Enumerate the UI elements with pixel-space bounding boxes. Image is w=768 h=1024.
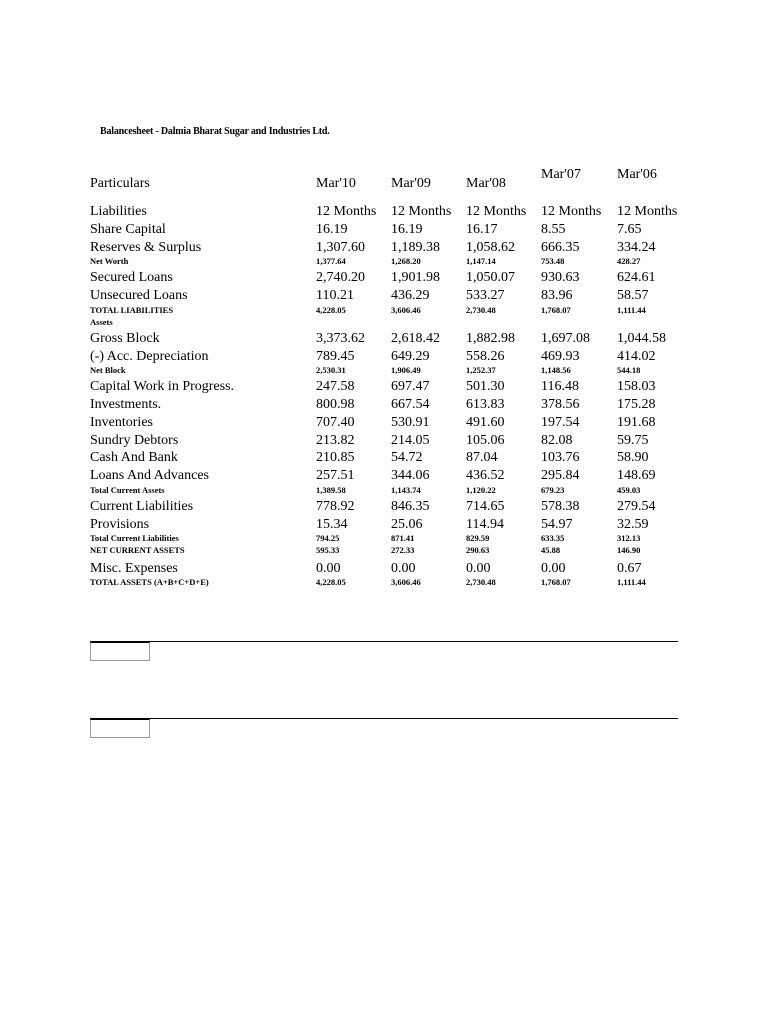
row-value: 428.27 (617, 256, 641, 266)
row-value: 1,768.07 (541, 577, 571, 587)
row-value: 4,228.05 (316, 577, 346, 587)
row-value: 533.27 (466, 288, 505, 303)
row-value: 789.45 (316, 349, 355, 364)
row-value: 666.35 (541, 240, 580, 255)
row-value: 59.75 (617, 433, 649, 448)
row-value: 295.84 (541, 468, 580, 483)
row-value: 7.65 (617, 222, 642, 237)
header-year: Mar'06 (617, 167, 657, 182)
row-value: 1,389.58 (316, 485, 346, 495)
row-value: 753.48 (541, 256, 565, 266)
row-value: 1,307.60 (316, 240, 365, 255)
row-value: 12 Months (541, 204, 602, 219)
row-value: 1,058.62 (466, 240, 515, 255)
row-value: 3,606.46 (391, 305, 421, 315)
row-value: 32.59 (617, 517, 649, 532)
row-value: 1,268.20 (391, 256, 421, 266)
header-year: Mar'08 (466, 176, 506, 191)
row-value: 1,901.98 (391, 270, 440, 285)
row-value: 1,148.56 (541, 365, 571, 375)
row-value: 436.52 (466, 468, 505, 483)
table-row (90, 415, 730, 433)
row-value: 175.28 (617, 397, 656, 412)
row-value: 667.54 (391, 397, 430, 412)
row-label: Unsecured Loans (90, 288, 188, 303)
table-row (90, 468, 730, 486)
row-value: 578.38 (541, 499, 580, 514)
row-value: 312.13 (617, 533, 641, 543)
row-value: 3,606.46 (391, 577, 421, 587)
row-value: 436.29 (391, 288, 430, 303)
row-value: 8.55 (541, 222, 566, 237)
row-value: 58.90 (617, 450, 649, 465)
row-value: 87.04 (466, 450, 498, 465)
row-value: 158.03 (617, 379, 656, 394)
row-value: 829.59 (466, 533, 490, 543)
row-label: Net Worth (90, 256, 129, 266)
row-label: Secured Loans (90, 270, 173, 285)
row-value: 12 Months (617, 204, 678, 219)
row-value: 16.19 (316, 222, 348, 237)
row-value: 344.06 (391, 468, 430, 483)
header-year: Mar'07 (541, 167, 581, 182)
row-value: 2,530.31 (316, 365, 346, 375)
row-value: 54.72 (391, 450, 423, 465)
table-row (90, 577, 730, 595)
row-value: 279.54 (617, 499, 656, 514)
row-value: 459.03 (617, 485, 641, 495)
row-label: Sundry Debtors (90, 433, 179, 448)
blank-box (90, 642, 150, 661)
row-value: 1,252.37 (466, 365, 496, 375)
row-value: 116.48 (541, 379, 579, 394)
row-label: Cash And Bank (90, 450, 178, 465)
row-value: 1,882.98 (466, 331, 515, 346)
row-value: 146.90 (617, 545, 641, 555)
row-value: 624.61 (617, 270, 656, 285)
row-value: 1,143.74 (391, 485, 421, 495)
row-value: 613.83 (466, 397, 505, 412)
row-value: 25.06 (391, 517, 423, 532)
row-label: Liabilities (90, 204, 147, 219)
row-value: 2,618.42 (391, 331, 440, 346)
table-row (90, 288, 730, 306)
row-value: 1,044.58 (617, 331, 666, 346)
row-value: 1,189.38 (391, 240, 440, 255)
table-row (90, 270, 730, 288)
row-value: 272.33 (391, 545, 415, 555)
row-value: 2,740.20 (316, 270, 365, 285)
row-label: (-) Acc. Depreciation (90, 349, 209, 364)
row-value: 334.24 (617, 240, 656, 255)
horizontal-rule (90, 641, 678, 642)
row-label: Assets (90, 317, 113, 327)
row-value: 1,377.64 (316, 256, 346, 266)
row-value: 0.00 (541, 561, 566, 576)
row-label: Capital Work in Progress. (90, 379, 235, 394)
row-value: 1,111.44 (617, 577, 646, 587)
row-value: 1,906.49 (391, 365, 421, 375)
row-value: 1,697.08 (541, 331, 590, 346)
row-value: 290.63 (466, 545, 490, 555)
row-value: 82.08 (541, 433, 573, 448)
table-row (90, 222, 730, 240)
row-value: 707.40 (316, 415, 355, 430)
table-row (90, 379, 730, 397)
row-value: 778.92 (316, 499, 355, 514)
row-label: Total Current Assets (90, 485, 165, 495)
table-row (90, 433, 730, 451)
row-value: 0.00 (316, 561, 341, 576)
row-label: Net Block (90, 365, 126, 375)
row-value: 213.82 (316, 433, 355, 448)
row-label: Reserves & Surplus (90, 240, 202, 255)
table-row (90, 450, 730, 468)
table-row (90, 499, 730, 517)
row-value: 12 Months (391, 204, 452, 219)
table-header-row (90, 167, 730, 194)
row-value: 210.85 (316, 450, 355, 465)
row-value: 148.69 (617, 468, 656, 483)
row-value: 469.93 (541, 349, 580, 364)
row-value: 871.41 (391, 533, 415, 543)
row-value: 544.18 (617, 365, 641, 375)
row-value: 714.65 (466, 499, 505, 514)
row-value: 800.98 (316, 397, 355, 412)
row-value: 697.47 (391, 379, 430, 394)
row-value: 214.05 (391, 433, 430, 448)
row-value: 4,228.05 (316, 305, 346, 315)
header-particulars: Particulars (90, 176, 150, 191)
row-value: 1,120.22 (466, 485, 496, 495)
header-year: Mar'10 (316, 176, 356, 191)
row-value: 16.19 (391, 222, 423, 237)
row-value: 247.58 (316, 379, 355, 394)
row-value: 191.68 (617, 415, 656, 430)
row-value: 15.34 (316, 517, 348, 532)
row-value: 105.06 (466, 433, 505, 448)
row-value: 846.35 (391, 499, 430, 514)
row-value: 12 Months (316, 204, 377, 219)
row-label: Gross Block (90, 331, 160, 346)
row-value: 794.25 (316, 533, 340, 543)
row-label: Current Liabilities (90, 499, 194, 514)
row-value: 378.56 (541, 397, 580, 412)
row-label: NET CURRENT ASSETS (90, 545, 185, 555)
row-value: 114.94 (466, 517, 504, 532)
table-row (90, 397, 730, 415)
row-value: 530.91 (391, 415, 430, 430)
row-value: 16.17 (466, 222, 498, 237)
row-value: 1,147.14 (466, 256, 496, 266)
row-value: 679.23 (541, 485, 565, 495)
row-label: Share Capital (90, 222, 166, 237)
row-value: 491.60 (466, 415, 505, 430)
row-value: 83.96 (541, 288, 573, 303)
row-value: 558.26 (466, 349, 505, 364)
row-value: 633.35 (541, 533, 565, 543)
row-value: 110.21 (316, 288, 354, 303)
row-value: 0.67 (617, 561, 642, 576)
row-value: 45.88 (541, 545, 561, 555)
document-title: Balancesheet - Dalmia Bharat Sugar and Industries Ltd. (100, 126, 330, 137)
row-label: TOTAL ASSETS (A+B+C+D+E) (90, 577, 209, 587)
row-value: 2,730.48 (466, 577, 496, 587)
table-row (90, 204, 730, 222)
row-value: 54.97 (541, 517, 573, 532)
row-label: Provisions (90, 517, 150, 532)
row-label: Loans And Advances (90, 468, 209, 483)
row-value: 1,111.44 (617, 305, 646, 315)
row-label: Total Current Liabilities (90, 533, 179, 543)
blank-box (90, 719, 150, 738)
row-label: Misc. Expenses (90, 561, 178, 576)
row-label: TOTAL LIABILITIES (90, 305, 174, 315)
row-value: 0.00 (466, 561, 491, 576)
row-value: 103.76 (541, 450, 580, 465)
row-value: 1,768.07 (541, 305, 571, 315)
row-value: 930.63 (541, 270, 580, 285)
row-value: 197.54 (541, 415, 580, 430)
row-value: 0.00 (391, 561, 416, 576)
horizontal-rule (90, 718, 678, 719)
row-value: 595.33 (316, 545, 340, 555)
row-value: 1,050.07 (466, 270, 515, 285)
table-row (90, 331, 730, 349)
row-value: 12 Months (466, 204, 527, 219)
header-year: Mar'09 (391, 176, 431, 191)
row-label: Investments. (90, 397, 162, 412)
row-value: 58.57 (617, 288, 649, 303)
row-label: Inventories (90, 415, 153, 430)
row-value: 257.51 (316, 468, 355, 483)
row-value: 649.29 (391, 349, 430, 364)
row-value: 2,730.48 (466, 305, 496, 315)
row-value: 3,373.62 (316, 331, 365, 346)
row-value: 414.02 (617, 349, 656, 364)
row-value: 501.30 (466, 379, 505, 394)
